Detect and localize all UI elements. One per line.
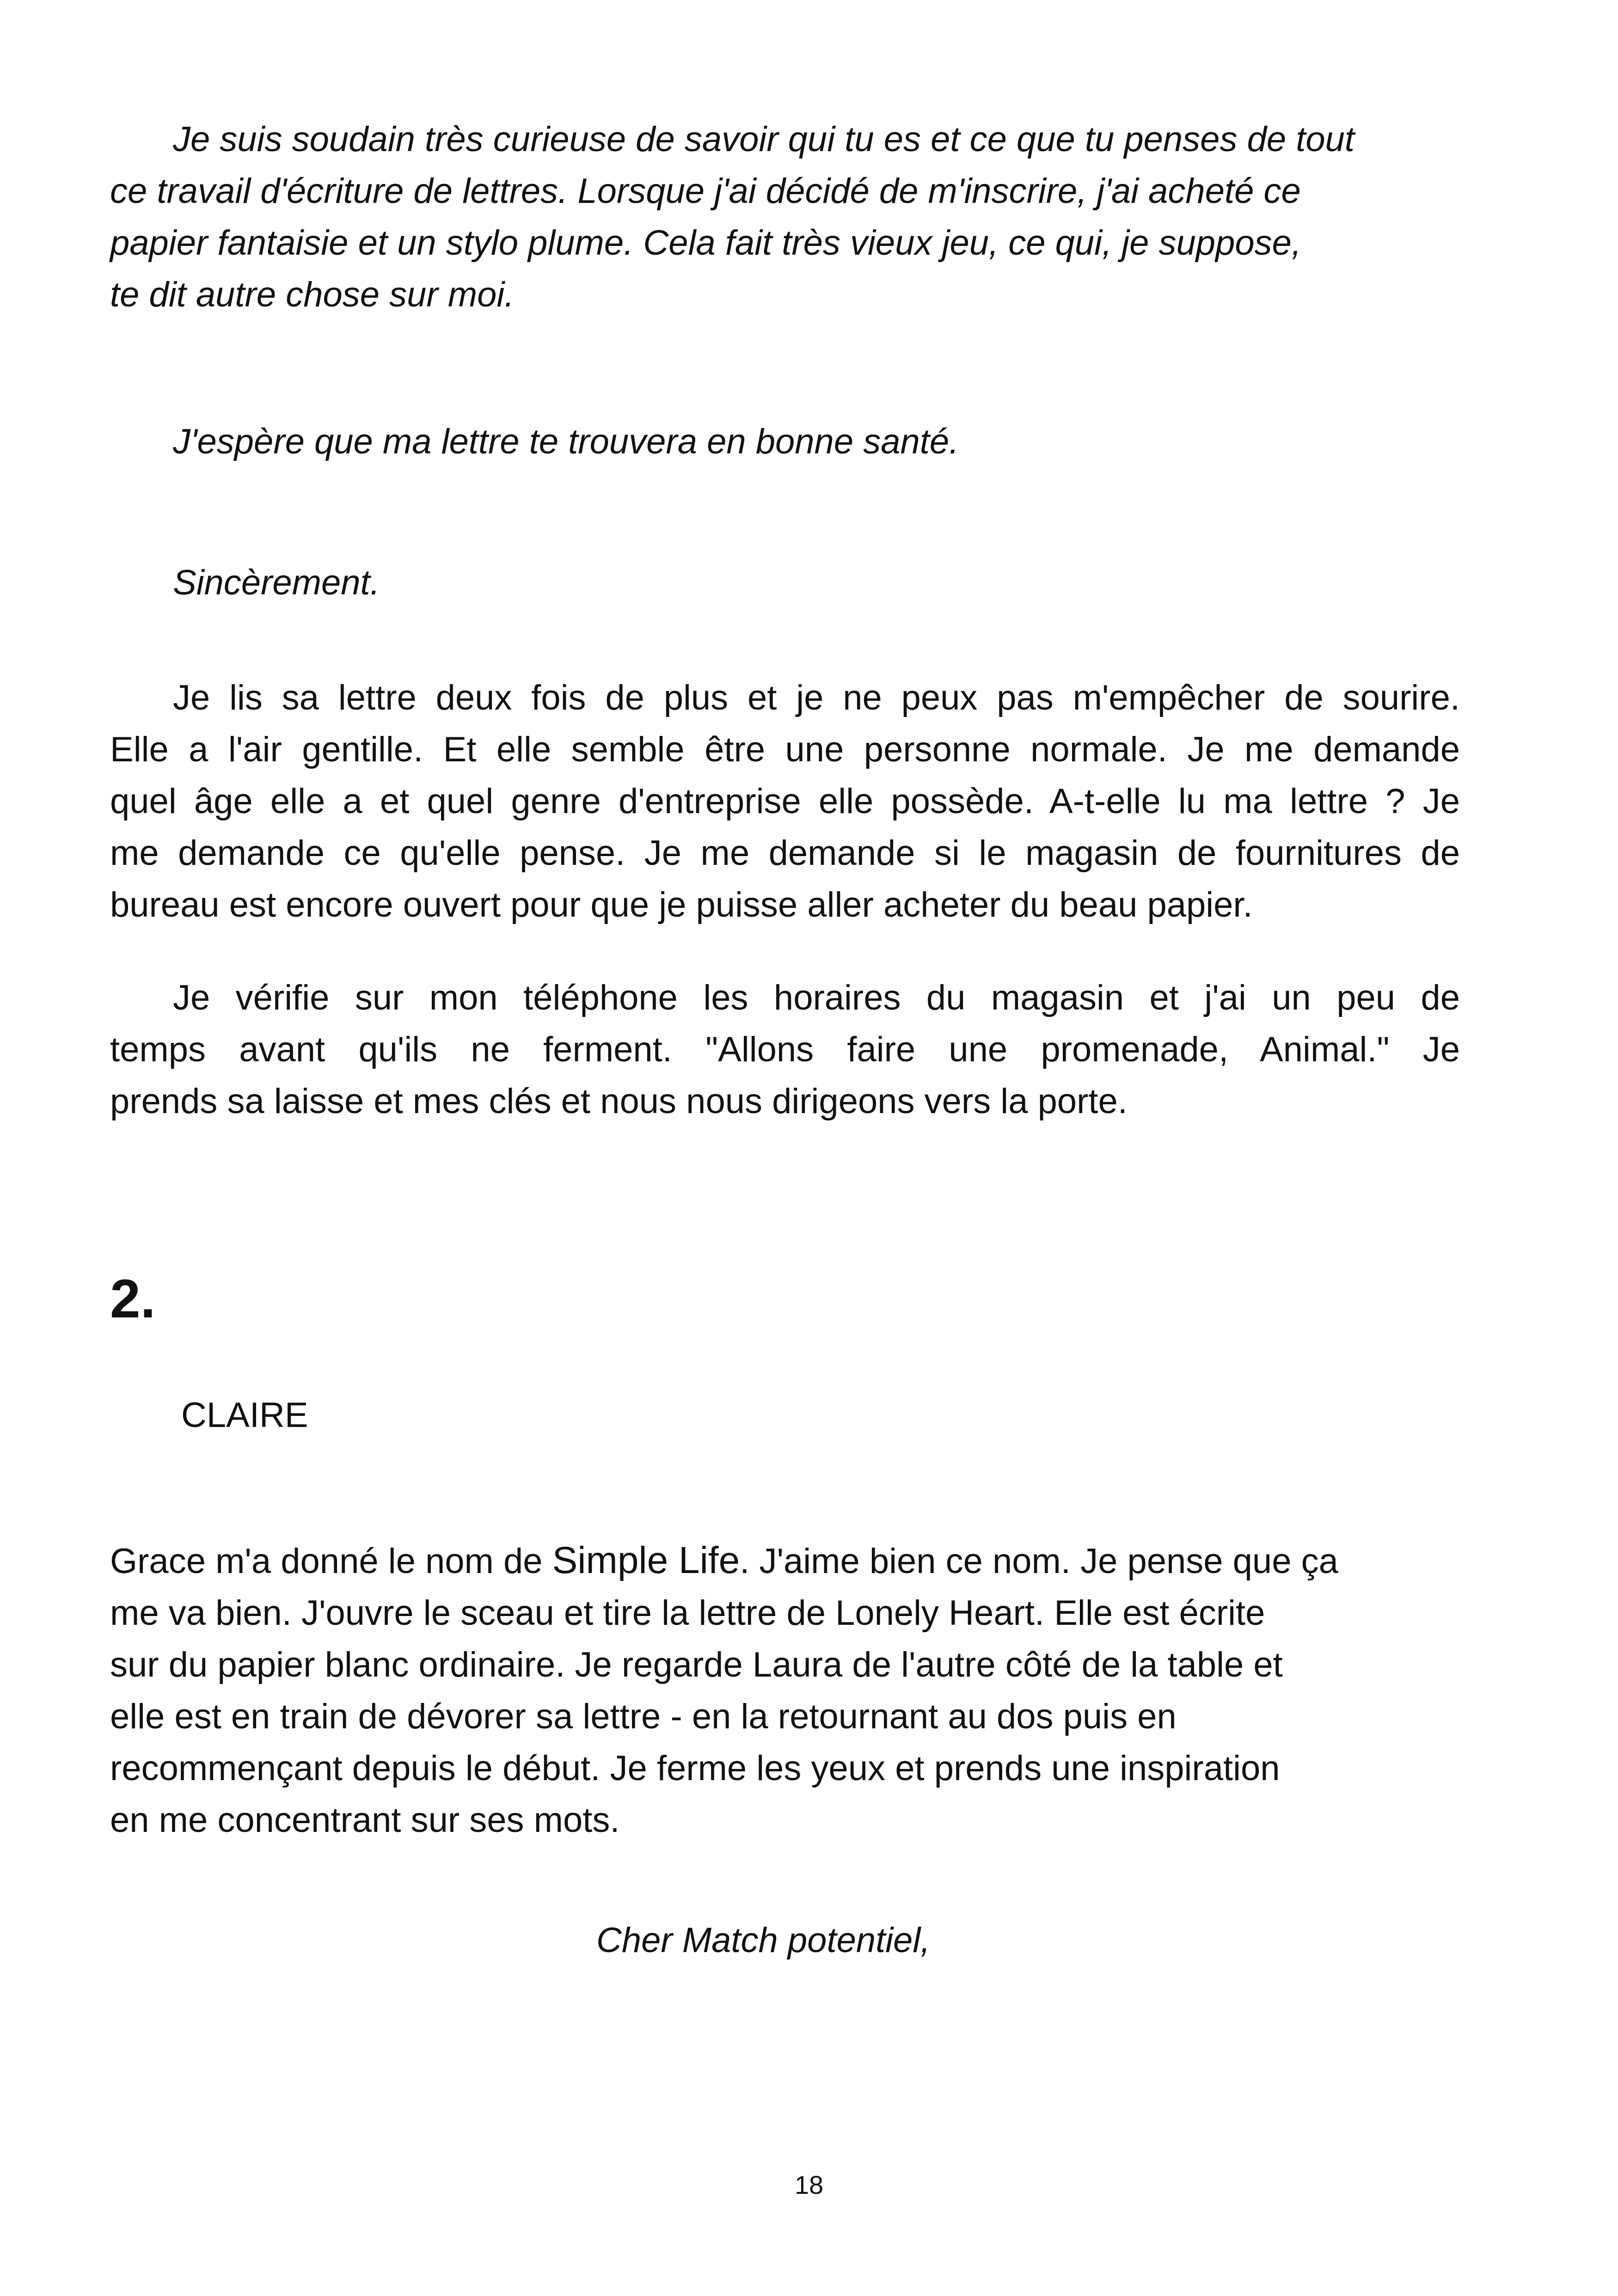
narrative-paragraph: [110, 672, 1460, 931]
text-segment: Grace m'a donné le nom de: [110, 1542, 552, 1581]
chapter-title: CLAIRE: [181, 1396, 308, 1435]
chapter-paragraph: [110, 1535, 1460, 1846]
narrative-paragraph: [110, 972, 1460, 1127]
text-line: papier fantaisie et un stylo plume. Cela fait très vieux jeu, ce qui, je suppose,: [110, 223, 1301, 263]
text-line: quel âge elle a et quel genre d'entreprise elle possède. A-t-elle lu ma lettre ? Je: [110, 782, 1460, 821]
text-line: ce travail d'écriture de lettres. Lorsque j'ai décidé de m'inscrire, j'ai acheté ce: [110, 171, 1301, 211]
letter-signoff: Sincèrement.: [173, 563, 380, 602]
pen-name: Simple Life: [552, 1539, 740, 1581]
chapter-number: 2.: [110, 1268, 156, 1329]
text-line: Je vérifie sur mon téléphone les horaires du magasin et j'ai un peu de: [173, 978, 1460, 1017]
text-line: temps avant qu'ils ne ferment. "Allons faire une promenade, Animal." Je: [110, 1030, 1460, 1069]
text-line: en me concentrant sur ses mots.: [110, 1800, 620, 1840]
letter-salutation: Cher Match potentiel,: [596, 1921, 931, 1960]
text-line: bureau est encore ouvert pour que je puisse aller acheter du beau papier.: [110, 885, 1253, 925]
text-line: Je lis sa lettre deux fois de plus et je ne peux pas m'empêcher de sourire.: [173, 678, 1460, 717]
letter-paragraph: [110, 114, 1460, 321]
text-line: Je suis soudain très curieuse de savoir qui tu es et ce que tu penses de tout: [173, 120, 1354, 159]
text-line: sur du papier blanc ordinaire. Je regarde Laura de l'autre côté de la table et: [110, 1645, 1283, 1684]
text-line: me demande ce qu'elle pense. Je me demande si le magasin de fournitures de: [110, 833, 1460, 873]
text-line: elle est en train de dévorer sa lettre - en la retournant au dos puis en: [110, 1697, 1177, 1736]
text-segment: . J'aime bien ce nom. Je pense que ça: [740, 1542, 1338, 1581]
text-line: me va bien. J'ouvre le sceau et tire la lettre de Lonely Heart. Elle est écrite: [110, 1593, 1265, 1633]
page-number: 18: [794, 2170, 824, 2199]
text-line: recommençant depuis le début. Je ferme les yeux et prends une inspiration: [110, 1749, 1280, 1788]
text-line: Elle a l'air gentille. Et elle semble être une personne normale. Je me demande: [110, 730, 1460, 769]
text-line: [110, 1535, 1460, 1587]
letter-wish: J'espère que ma lettre te trouvera en bonne santé.: [173, 422, 959, 461]
text-line: te dit autre chose sur moi.: [110, 275, 515, 314]
text-line: prends sa laisse et mes clés et nous nous dirigeons vers la porte.: [110, 1082, 1128, 1121]
